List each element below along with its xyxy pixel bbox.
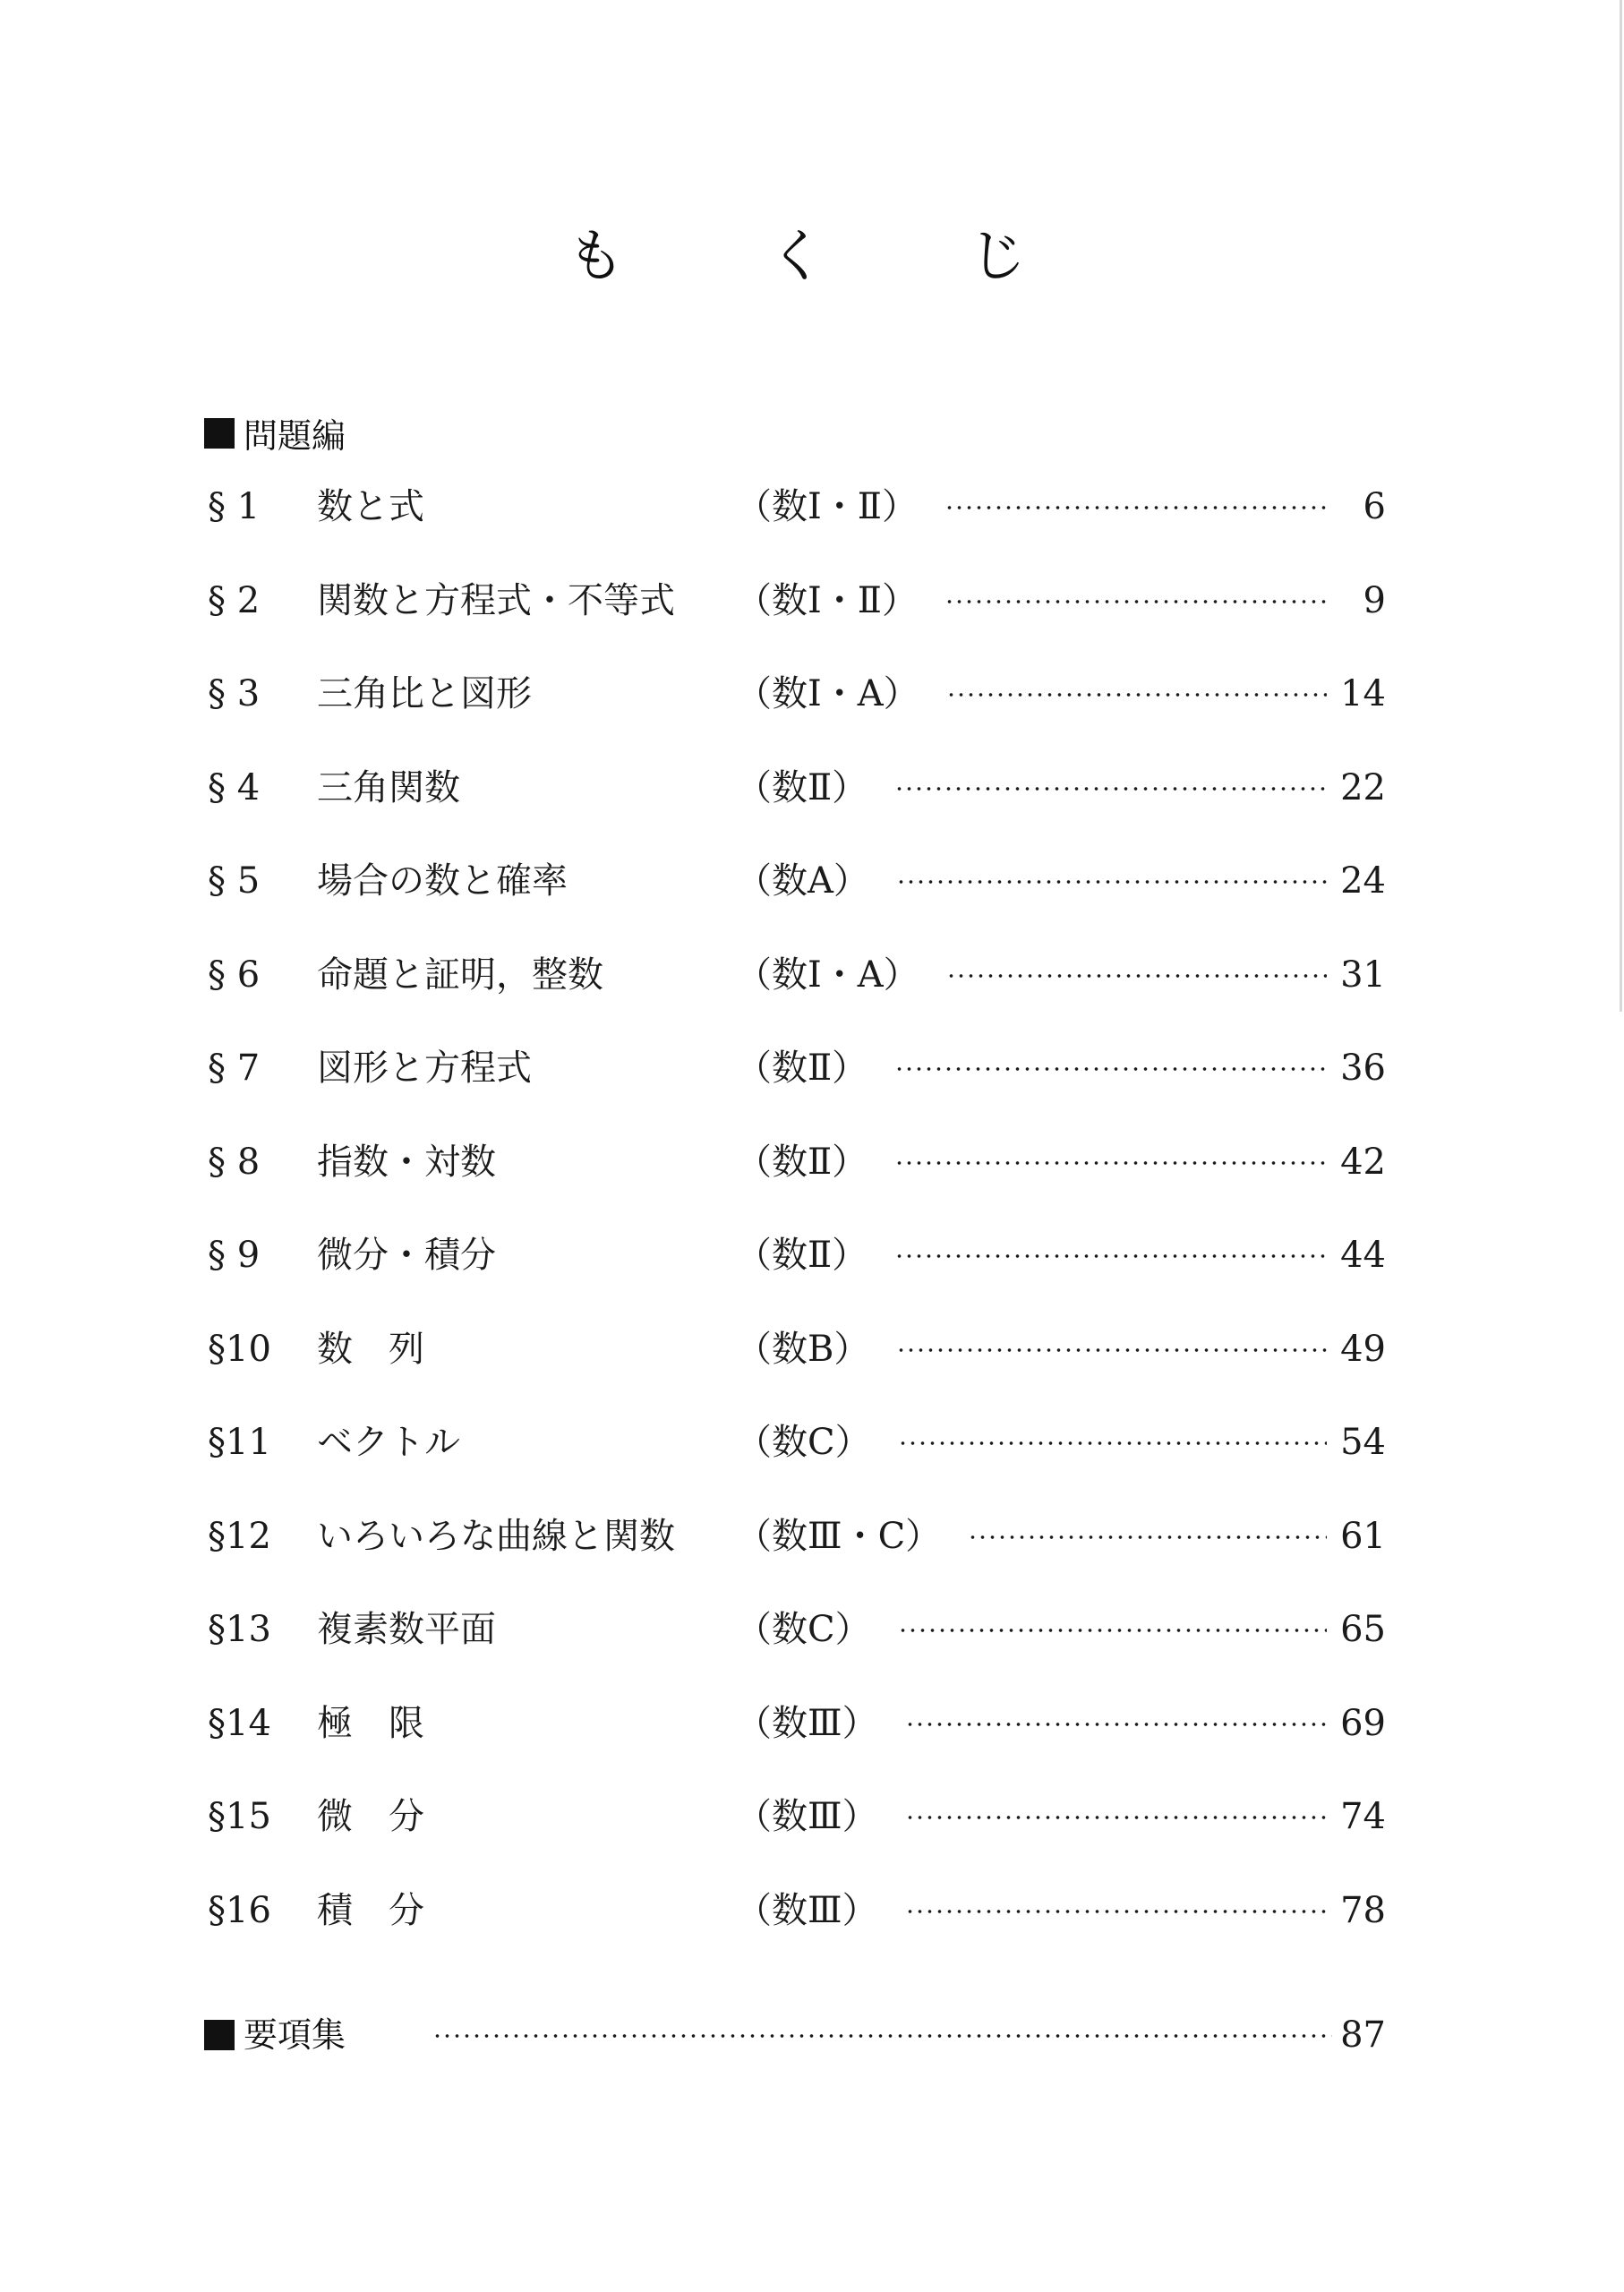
- leader-dots: [896, 1347, 1327, 1353]
- section-title: 三角比と図形: [317, 673, 532, 714]
- toc-entry[interactable]: [208, 1131, 1386, 1225]
- page-number: 9: [1363, 579, 1386, 621]
- page-number: 65: [1340, 1609, 1386, 1650]
- section-number: § 7: [208, 1048, 261, 1089]
- section-number: § 9: [208, 1235, 261, 1276]
- page-number: 36: [1340, 1048, 1386, 1089]
- section-title: 関数と方程式・不等式: [317, 579, 675, 621]
- page-number: 6: [1363, 486, 1386, 527]
- page-edge: [1620, 0, 1622, 1012]
- section-number: § 1: [208, 486, 261, 527]
- toc-list: [208, 475, 1386, 1972]
- section-number: §14: [208, 1702, 271, 1744]
- square-bullet-icon: [204, 418, 235, 449]
- section-title: 指数・対数: [317, 1141, 496, 1183]
- toc-entry[interactable]: [208, 757, 1386, 851]
- problems-heading: [204, 408, 346, 458]
- section-title: 積 分: [317, 1889, 424, 1931]
- section-title: 三角関数: [317, 766, 460, 808]
- section-title: 数と式: [317, 486, 424, 527]
- section-title: 数 列: [317, 1328, 424, 1370]
- leader-dots: [898, 1628, 1327, 1633]
- section-subject: （数C）: [736, 1609, 871, 1650]
- toc-entry[interactable]: [208, 1598, 1386, 1692]
- section-title: 微 分: [317, 1796, 424, 1837]
- leader-dots: [905, 1815, 1327, 1820]
- section-subject: （数Ⅰ・Ⅱ）: [736, 579, 918, 621]
- toc-entry[interactable]: [208, 944, 1386, 1038]
- leader-dots: [944, 599, 1327, 604]
- leader-dots: [896, 879, 1327, 885]
- page-number: 44: [1340, 1235, 1386, 1276]
- toc-entry[interactable]: [208, 569, 1386, 663]
- toc-entry[interactable]: [208, 1785, 1386, 1879]
- section-subject: （数Ⅱ）: [736, 1141, 868, 1183]
- page-number: 22: [1340, 766, 1386, 808]
- section-number: §12: [208, 1515, 271, 1557]
- section-subject: （数Ⅱ）: [736, 766, 868, 808]
- leader-dots: [894, 1253, 1327, 1259]
- section-title: 微分・積分: [317, 1235, 496, 1276]
- appendix-heading-label: 要項集: [244, 2015, 346, 2055]
- page-number: 31: [1340, 954, 1386, 996]
- leader-dots: [946, 973, 1327, 979]
- page-number: 61: [1340, 1515, 1386, 1557]
- section-title: 場合の数と確率: [317, 860, 568, 902]
- section-number: § 6: [208, 954, 261, 996]
- leader-dots: [905, 1909, 1327, 1914]
- page-number: 49: [1340, 1328, 1386, 1370]
- section-title: 命題と証明，整数: [317, 954, 603, 996]
- page-number: 74: [1340, 1796, 1386, 1837]
- toc-entry[interactable]: [208, 663, 1386, 757]
- page-number: 42: [1340, 1141, 1386, 1183]
- leader-dots: [968, 1535, 1327, 1540]
- page-number: 69: [1340, 1702, 1386, 1744]
- section-title: いろいろな曲線と関数: [317, 1515, 675, 1557]
- appendix-heading: [204, 2004, 346, 2066]
- leader-dots: [894, 786, 1327, 791]
- section-title: 複素数平面: [317, 1609, 496, 1650]
- toc-entry[interactable]: [208, 1505, 1386, 1599]
- toc-entry[interactable]: [208, 1692, 1386, 1786]
- section-number: § 5: [208, 860, 261, 902]
- toc-entry[interactable]: [208, 475, 1386, 569]
- page-number: 54: [1340, 1422, 1386, 1463]
- section-subject: （数Ⅲ）: [736, 1796, 878, 1837]
- section-number: § 8: [208, 1141, 261, 1183]
- section-subject: （数Ⅰ・A）: [736, 954, 919, 996]
- appendix-row[interactable]: [204, 2004, 1386, 2066]
- section-number: §16: [208, 1889, 271, 1931]
- section-number: §13: [208, 1609, 271, 1650]
- toc-entry[interactable]: [208, 1318, 1386, 1412]
- section-subject: （数Ⅰ・A）: [736, 673, 919, 714]
- leader-dots: [894, 1160, 1327, 1166]
- section-title: ベクトル: [317, 1422, 460, 1463]
- toc-entry[interactable]: [208, 1411, 1386, 1505]
- section-number: §15: [208, 1796, 271, 1837]
- section-subject: （数Ⅱ）: [736, 1048, 868, 1089]
- section-number: §11: [208, 1422, 271, 1463]
- section-subject: （数Ⅲ）: [736, 1889, 878, 1931]
- section-subject: （数C）: [736, 1422, 871, 1463]
- page-title: も く じ: [567, 224, 1090, 290]
- section-subject: （数Ⅱ）: [736, 1235, 868, 1276]
- section-number: § 2: [208, 579, 261, 621]
- appendix-page-number: 87: [1340, 2014, 1386, 2056]
- leader-dots: [946, 692, 1327, 697]
- leader-dots: [894, 1066, 1327, 1072]
- section-title: 図形と方程式: [317, 1048, 532, 1089]
- page-number: 14: [1340, 673, 1386, 714]
- section-title: 極 限: [317, 1702, 424, 1744]
- toc-entry[interactable]: [208, 1879, 1386, 1973]
- section-subject: （数A）: [736, 860, 869, 902]
- section-number: § 4: [208, 766, 261, 808]
- section-number: § 3: [208, 673, 261, 714]
- leader-dots: [944, 505, 1327, 510]
- toc-entry[interactable]: [208, 850, 1386, 944]
- section-subject: （数B）: [736, 1328, 870, 1370]
- problems-heading-label: 問題編: [244, 416, 346, 456]
- leader-dots: [905, 1722, 1327, 1727]
- section-number: §10: [208, 1328, 271, 1370]
- toc-entry[interactable]: [208, 1037, 1386, 1131]
- leader-dots: [898, 1441, 1327, 1446]
- toc-entry[interactable]: [208, 1224, 1386, 1318]
- section-subject: （数Ⅰ・Ⅱ）: [736, 486, 918, 527]
- section-subject: （数Ⅲ・C）: [736, 1515, 942, 1557]
- square-bullet-icon: [204, 2020, 235, 2050]
- page-number: 78: [1340, 1889, 1386, 1931]
- section-subject: （数Ⅲ）: [736, 1702, 878, 1744]
- page-number: 24: [1340, 860, 1386, 902]
- leader-dots: [432, 2033, 1332, 2039]
